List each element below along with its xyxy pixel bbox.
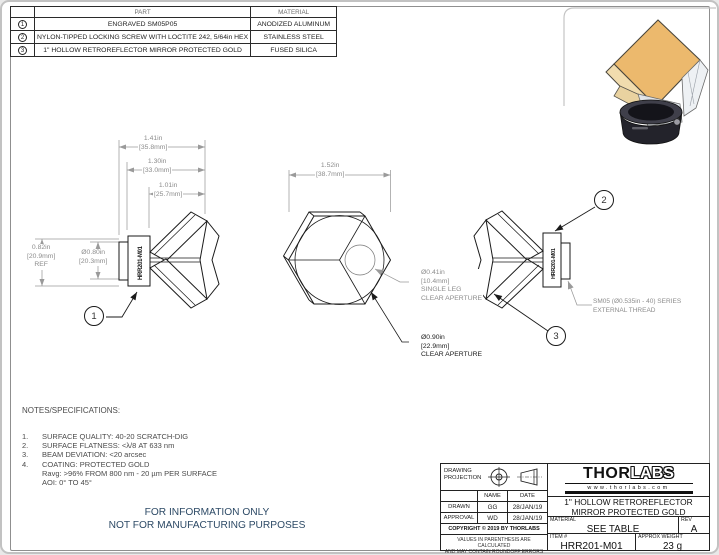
drawn-date: 28/JAN/19 <box>507 501 547 512</box>
rev-cell: REV A <box>678 516 709 533</box>
thorlabs-logo: THORLABS <box>583 465 674 482</box>
third-angle-projection-icon <box>485 466 545 488</box>
dim-1-30: 1.30in [33.0mm] <box>143 158 172 174</box>
item-balloon-3: 3 <box>18 46 27 55</box>
dim-1-01: 1.01in [25.7mm] <box>154 182 183 198</box>
locking-screw <box>674 119 680 125</box>
website-url: www.thorlabs.com <box>565 483 693 494</box>
dim-0-82-ref: 0.82in [20.9mm] REF <box>27 244 56 269</box>
list-item: 2. SURFACE FLATNESS: <λ/8 AT 633 nm <box>22 441 175 451</box>
thread-stub <box>119 242 128 280</box>
iso-3d-render <box>584 8 719 143</box>
thread-stub <box>561 243 570 279</box>
balloon-3: 3 <box>546 326 566 346</box>
name-header: NAME <box>477 490 507 501</box>
part-name: NYLON-TIPPED LOCKING SCREW WITH LOCTITE 242, 5/64in HEX <box>35 31 251 44</box>
aperture-90-leader <box>371 292 409 342</box>
approval-date: 28/JAN/19 <box>507 512 547 523</box>
balloon-1: 1 <box>84 306 104 326</box>
side-view-left <box>27 102 222 332</box>
weight-value: 23 g <box>662 540 683 552</box>
balloon-2-leader <box>555 207 595 231</box>
material-cell: MATERIAL SEE TABLE <box>547 516 678 533</box>
rev-value: A <box>690 523 698 535</box>
engraved-part-number: HRR201-M01 <box>551 248 557 279</box>
thread-note: SM05 (Ø0.535in - 40) SERIES EXTERNAL THREAD <box>593 298 682 314</box>
notes-section <box>22 406 352 487</box>
notes-title: NOTES/SPECIFICATIONS: <box>22 406 121 415</box>
material-value: SEE TABLE <box>586 523 640 535</box>
balloon-1-leader <box>106 292 137 317</box>
part-material: FUSED SILICA <box>251 44 337 57</box>
dim-0-90-clear-aperture: Ø0.90in [22.9mm] CLEAR APERTURE <box>421 334 483 359</box>
item-number: HRR201-M01 <box>560 540 623 552</box>
parts-table <box>10 6 337 57</box>
table-row <box>11 18 337 31</box>
approval-label: APPROVAL <box>441 512 477 523</box>
table-row <box>11 31 337 44</box>
copyright-text: COPYRIGHT © 2019 BY THORLABS <box>448 526 540 532</box>
projection-label: DRAWING PROJECTION <box>444 468 482 481</box>
disclaimer-cell: VALUES IN PARENTHESIS ARE CALCULATED AND MAY CONTAIN ROUNDOFF ERRORS <box>441 534 547 550</box>
item-balloon-2: 2 <box>18 33 27 42</box>
item-cell: ITEM # HRR201-M01 <box>547 533 635 550</box>
part-material: STAINLESS STEEL <box>251 31 337 44</box>
black-mount-base <box>620 100 682 144</box>
list-item: 1. SURFACE QUALITY: 40-20 SCRATCH-DIG <box>22 432 189 441</box>
thread-leader <box>568 281 592 305</box>
weight-cell: APPROX WEIGHT 23 g <box>635 533 709 550</box>
title-block <box>440 463 710 555</box>
blank-cell <box>441 490 477 501</box>
copyright-cell <box>441 523 547 534</box>
dim-1-52: 1.52in [38.7mm] <box>316 162 345 178</box>
approval-name: WD <box>477 512 507 523</box>
logo-cell <box>547 464 709 496</box>
parts-table-balloon-header <box>11 7 35 18</box>
part-name: 1" HOLLOW RETROREFLECTOR MIRROR PROTECTED GOLD <box>35 44 251 57</box>
drawn-label: DRAWN <box>441 501 477 512</box>
list-item: 4. COATING: PROTECTED GOLD <box>22 459 150 469</box>
dim-0-41-single-leg: Ø0.41in [10.4mm] SINGLE LEG CLEAR APERTURE <box>421 269 483 302</box>
date-header: DATE <box>507 490 547 501</box>
parts-table-material-header: MATERIAL <box>251 7 337 18</box>
engraved-part-number: HRR201-M01 <box>138 246 144 280</box>
info-only-watermark: FOR INFORMATION ONLY NOT FOR MANUFACTURING PURPOSES <box>108 507 306 531</box>
item-balloon-1: 1 <box>18 20 27 29</box>
dim-1-41: 1.41in [35.8mm] <box>139 135 168 151</box>
part-outline <box>119 212 219 308</box>
list-item: Ravg: >96% FROM 800 nm - 20 µm PER SURFACE <box>42 468 218 478</box>
parts-table-header-row <box>11 7 337 18</box>
part-material: ANODIZED ALUMINUM <box>251 18 337 31</box>
parts-table-part-header: PART <box>35 7 251 18</box>
projection-cell <box>441 464 547 490</box>
drawn-name: GG <box>477 501 507 512</box>
part-name: ENGRAVED SM05P05 <box>35 18 251 31</box>
list-item: 3. BEAM DEVIATION: <20 arcsec <box>22 450 147 460</box>
balloon-2: 2 <box>594 190 614 210</box>
table-row <box>11 44 337 57</box>
drawing-title-cell <box>547 496 709 516</box>
page-title: 1" HOLLOW RETROREFLECTOR MIRROR PROTECTED GOLD <box>564 497 693 517</box>
balloon-3-leader <box>494 294 548 331</box>
list-item: AOI: 0° TO 45° <box>42 478 92 488</box>
dim-0-80: Ø0.80in [20.3mm] <box>79 249 108 265</box>
